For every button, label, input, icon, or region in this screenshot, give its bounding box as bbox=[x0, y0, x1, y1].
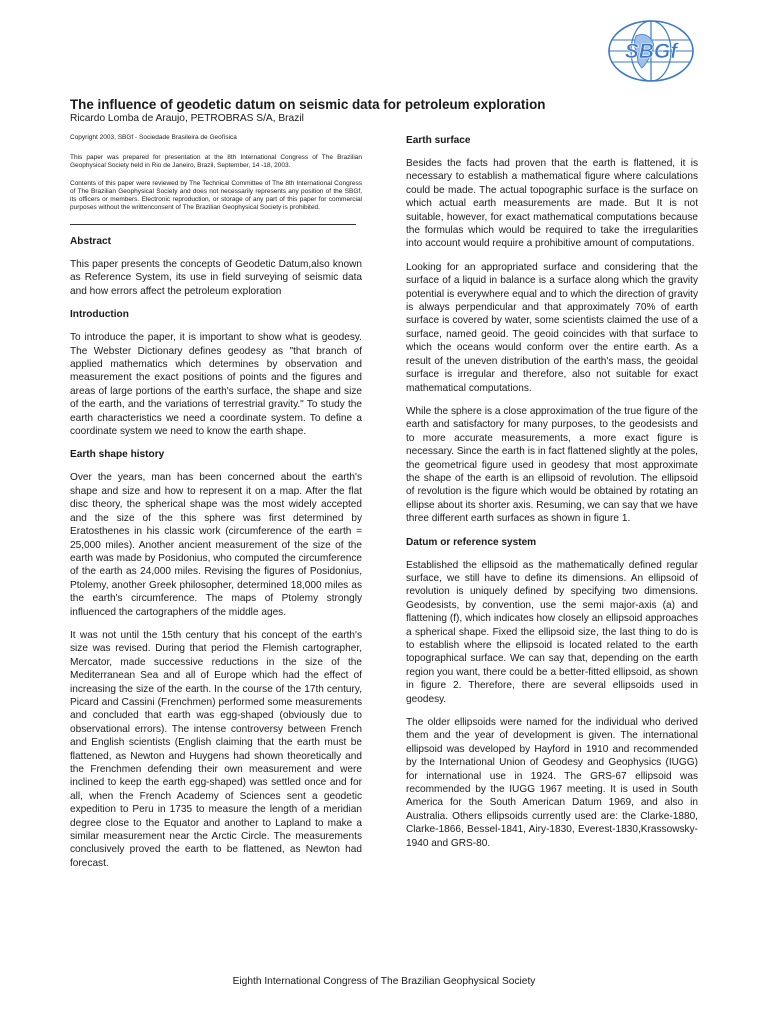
introduction-text: To introduce the paper, it is important to show what is geodesy. The Webster Dictionary defines geodesy as "that branch of applied mathematics which determines by observation and measurement the exact positions of points and the figures and areas of large portions of the earth's surface, the shape and size of the earth, and the variations of terrestrial gravity." To study the earth characteristics we need a coordinate system. To define a coordinate system we need to know the earth shape. bbox=[70, 332, 362, 438]
presentation-note: This paper was prepared for presentation at the 8th International Congress of The Brazilian Geophysical Society held in Rio de Janeiro, Brazil, September, 14 -18, 2003. bbox=[70, 154, 362, 169]
surface-paragraph-1: Besides the facts had proven that the earth is flattened, it is necessary to establish a mathematical figure where calculations could be made. The actual topographic surface is the surface on which actual earth measurements are made. But It is not suitable, however, for exact mathematical computations because the formulas which would be required to take the irregularities into account would require a prohibitive amount of computations. bbox=[406, 158, 698, 250]
left-column bbox=[70, 134, 362, 880]
surface-paragraph-3: While the sphere is a close approximation of the true figure of the earth and satisfactory for many purposes, to the geodesists and to more accurate measurements, a more exact figure is necessary. Since the earth is in fact flattened slightly at the poles, the geometrical figure used in geodesy that most approximate the shape of the earth is an ellipsoid of revolution. The ellipsoid of revolution is the figure which would be obtained by rotating an ellipse about its shorter axis. Resuming, we can say that we have three different earth surfaces as shown in figure 1. bbox=[406, 405, 698, 525]
paper-title: The influence of geodetic datum on seismic data for petroleum exploration bbox=[70, 97, 546, 112]
abstract-text: This paper presents the concepts of Geodetic Datum,also known as Reference System, its use in field surveying of seismic data and how errors affect the petroleum exploration bbox=[70, 259, 362, 297]
review-notice: Contents of this paper were reviewed by The Technical Committee of The 8th International Congress of The Brazilian Geophysical Society and does not necessarily represents any position of the SBGf, its officers or members. Electronic reproduction, or storage of any part of this paper for commercial purposes without the writtenconsent of The Brazilian Geophysical Society is prohibited. bbox=[70, 180, 362, 211]
paper-authors: Ricardo Lomba de Araujo, PETROBRAS S/A, Brazil bbox=[70, 113, 304, 124]
datum-paragraph-2: The older ellipsoids were named for the individual who derived them and the year of development is given. The international ellipsoid was developed by Hayford in 1910 and recommended by the International Union of Geodesy and Geophysics (IUGG) for international use in 1924. The GRS-67 ellipsoid was recommended by the IUGG 1967 meeting. It is used in South America for the South American Datum 1969, and also in Australia. Others ellipsoids currently used are: the Clarke-1880, Clarke-1866, Bessel-1841, Airy-1830, Everest-1830,Krassowsky-1940 and GRS-80. bbox=[406, 717, 698, 849]
history-paragraph-2: It was not until the 15th century that his concept of the earth's size was revised. During that period the Flemish cartographer, Mercator, made successive reductions in the size of the Mediterranean Sea and all of Europe which had the effect of increasing the size of the earth. In the course of the 17th century, Picard and Cassini (Frenchmen) performed some measurements and concluded that earth was egg-shaped (obviously due to observational errors). The intense controversy between French and English scientists (English claiming that the earth must be flattened, as Newton and Huygens had shown theoretically and the Frenchmen defending their own measurement and were inclined to keep the earth egg-shaped) was settled once and for all, when the French Academy of Sciences sent a geodetic expedition to Peru in 1735 to measure the length of a meridian degree close to the Equator and another to Lapland to make a similar measurement near the Arctic Circle. The measurements conclusively proved the earth to be flattened, as Newton had forecast. bbox=[70, 629, 362, 869]
divider bbox=[70, 224, 356, 225]
datum-paragraph-1: Established the ellipsoid as the mathematically defined regular surface, we still have to define its dimensions. An ellipsoid of revolution is uniquely defined by specifying two dimensions. Geodesists, by convention, use the semi major-axis (a) and flattening (f), which indicates how closely an ellipsoid approaches a spherical shape. Fixed the ellipsoid size, the last thing to do is to establish where the ellipsoid is located related to the earth topographical surface. We can say that, depending on the earth region you want, there could be a better-fitted ellipsoid, as shown in figure 2. Therefore, there are several ellipsoids used in geodesy. bbox=[406, 559, 698, 705]
sbgf-logo bbox=[606, 18, 696, 84]
page-footer: Eighth International Congress of The Brazilian Geophysical Society bbox=[232, 976, 536, 987]
copyright-notice: Copyright 2003, SBGf - Sociedade Brasileira de Geofísica bbox=[70, 134, 237, 141]
globe-icon bbox=[606, 18, 696, 84]
earth-surface-heading: Earth surface bbox=[406, 135, 471, 146]
logo-text: SBGf bbox=[624, 40, 678, 63]
surface-paragraph-2: Looking for an appropriated surface and considering that the surface of a liquid in balance is a surface along which the gravity potential is everywhere equal and to which the direction of gravity is always perpendicular and that approximately 70% of earth surface is covered by water, some scientists claimed the use of a surface, named geoid. The geoid coincides with that surface to which the oceans would conform over the entire earth. As a result of the uneven distribution of the earth's mass, the geoidal surface is irregular and therefore, also not suitable for exact mathematical computations. bbox=[406, 261, 698, 394]
abstract-heading: Abstract bbox=[70, 236, 111, 247]
right-column bbox=[406, 134, 698, 860]
datum-heading: Datum or reference system bbox=[406, 536, 537, 548]
introduction-heading: Introduction bbox=[70, 309, 129, 321]
earth-shape-history-heading: Earth shape history bbox=[70, 449, 165, 461]
history-paragraph-1: Over the years, man has been concerned about the earth's shape and size and how to represent it on a map. After the flat disc theory, the spherical shape was the most widely accepted and the size of the this sphere was first determined by Eratosthenes in his classic work (circumference of the earth = 25,000 miles). Another ancient measurement of the size of the earth was made by Posidonius, who computed the circumference of the earth as 24,000 miles. Revising the figures of Posidonius, Ptolemy, another Greek philosopher, determined 18,000 miles as the earth's circumference. The maps of Ptolemy strongly influenced the cartographers of the middle ages. bbox=[70, 472, 362, 618]
